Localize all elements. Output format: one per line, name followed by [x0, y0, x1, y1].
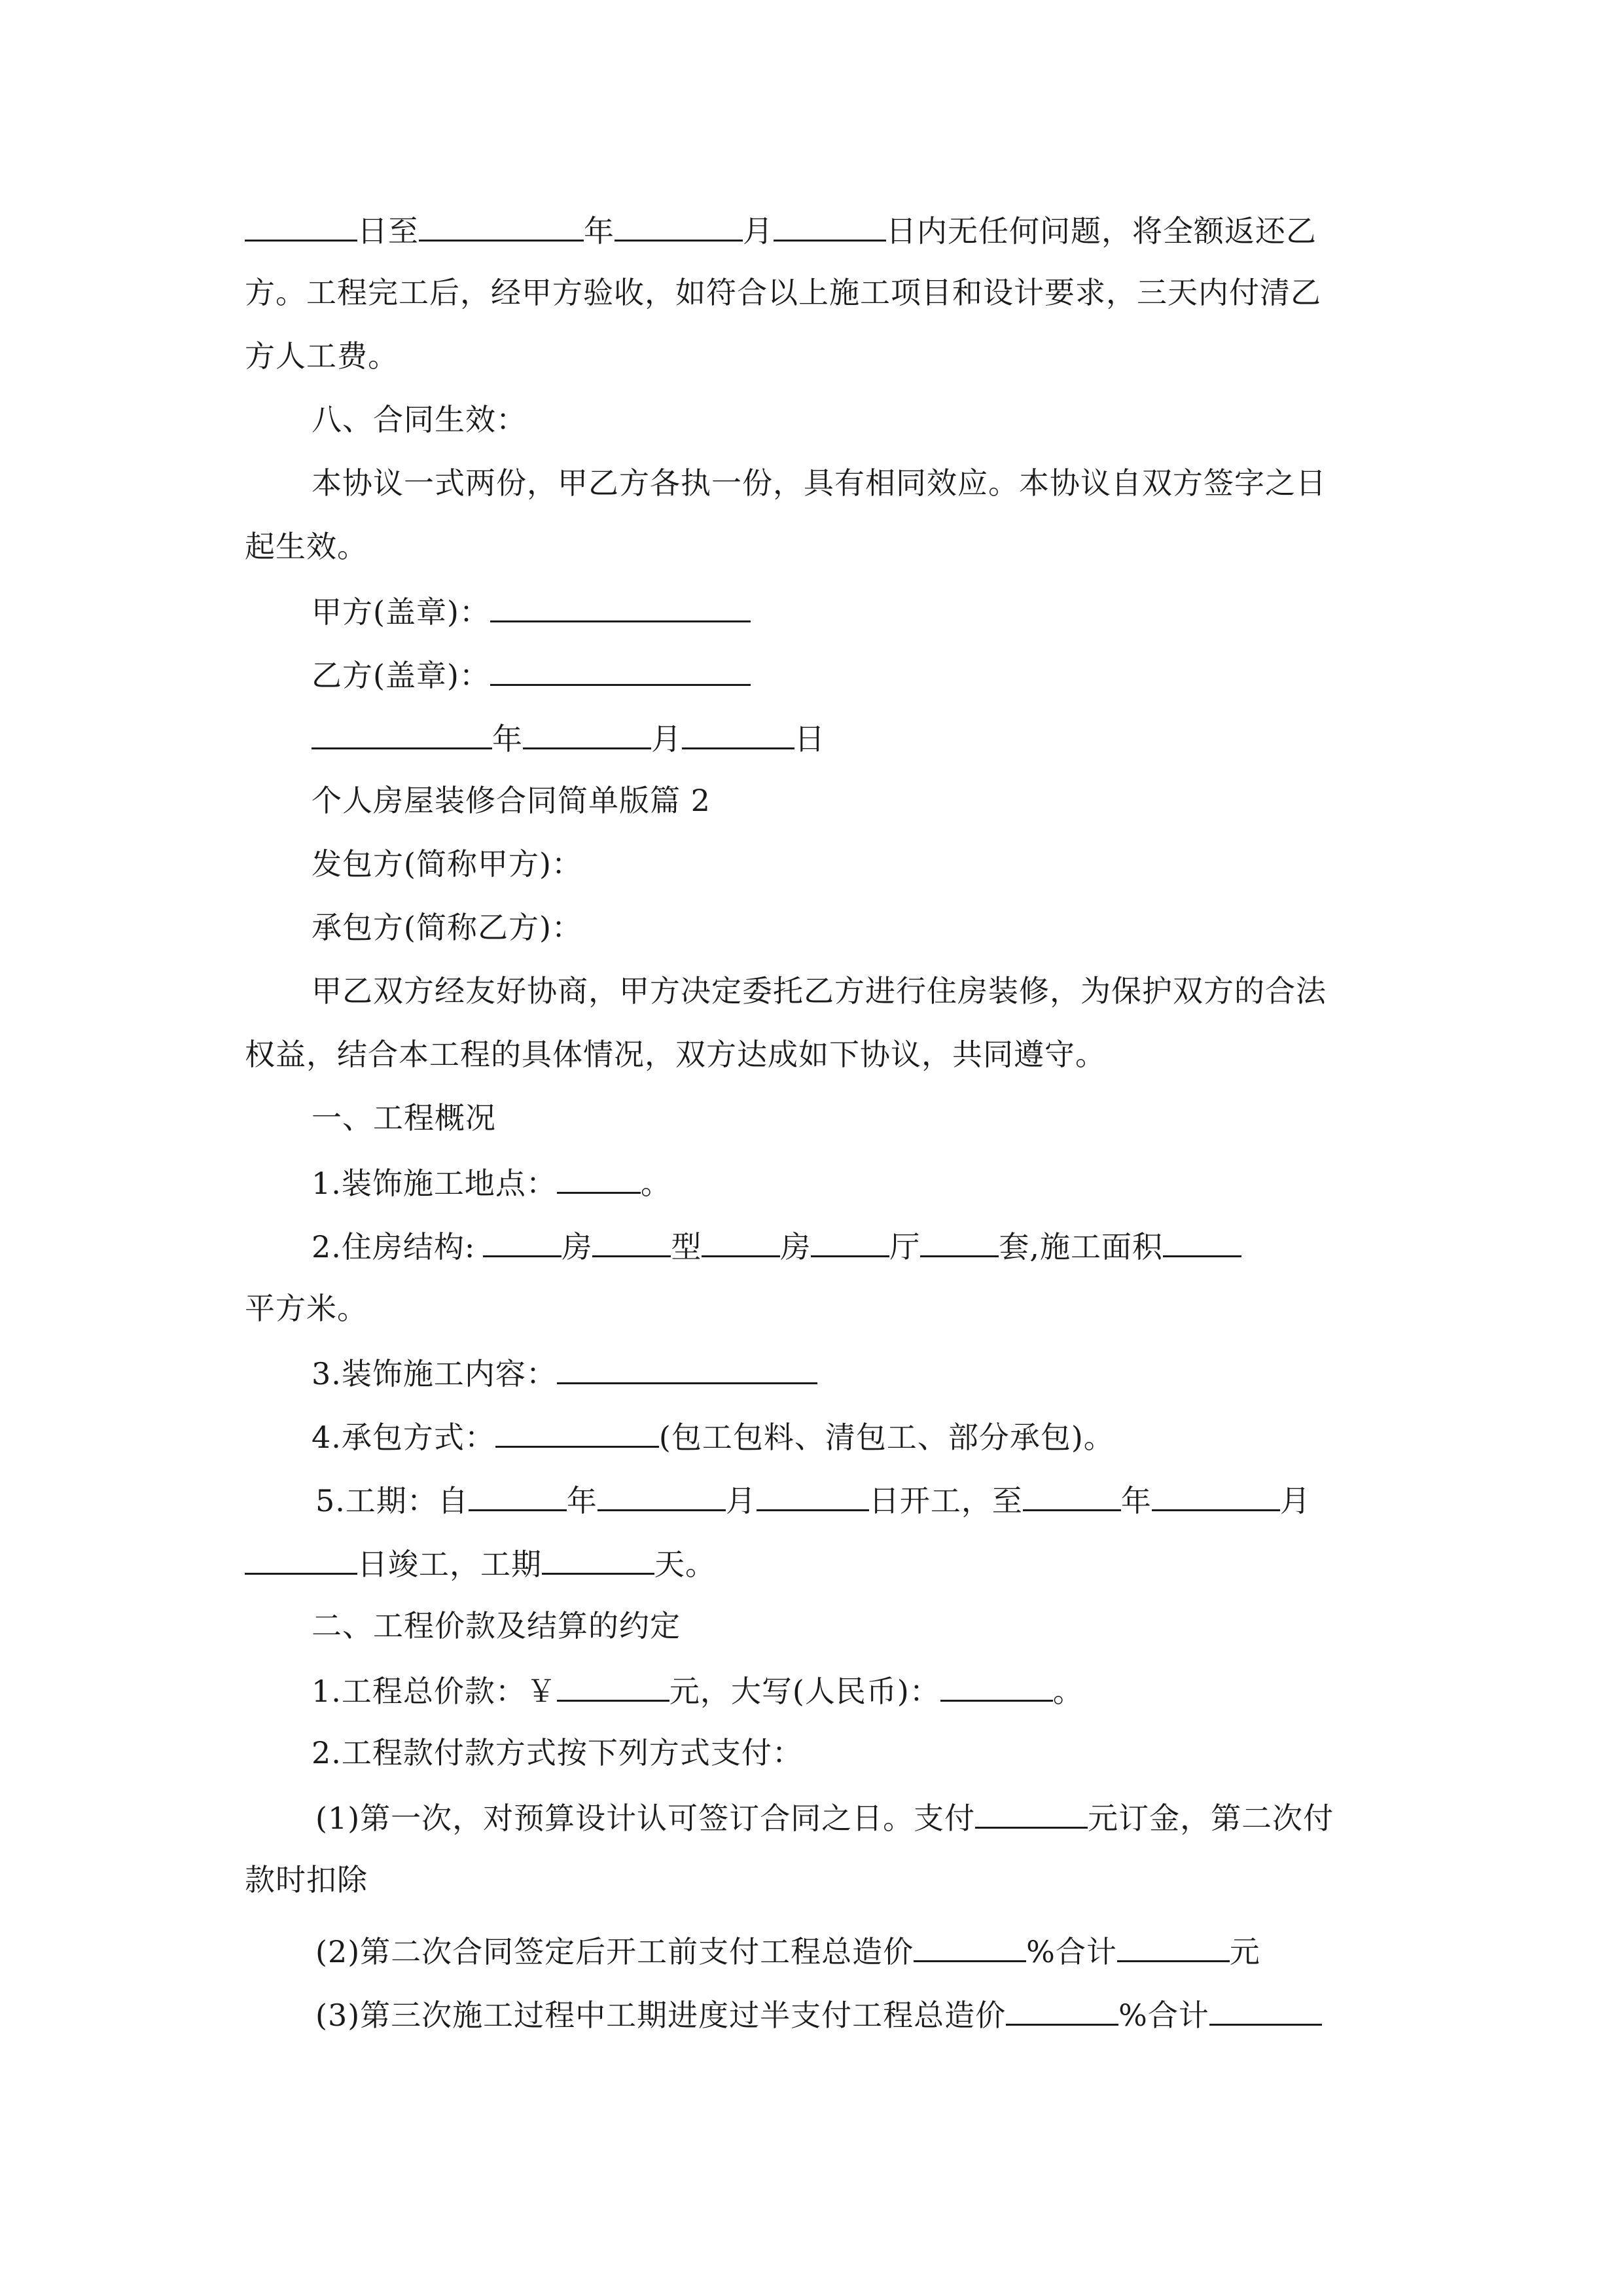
- text-span: 二、工程价款及结算的约定: [312, 1608, 681, 1643]
- blank-field: [975, 1797, 1088, 1829]
- blank-field: [682, 717, 794, 749]
- text-span: 房: [780, 1229, 812, 1265]
- text-span: 年: [1120, 1483, 1152, 1518]
- text-span: 元，大写(人民币)：: [669, 1674, 940, 1709]
- blank-field: [312, 717, 492, 749]
- text-line: [312, 1352, 817, 1391]
- article-title: [312, 781, 711, 820]
- text-line: [245, 1543, 716, 1582]
- text-span: 承包方(简称乙方)：: [312, 910, 582, 945]
- text-span: 月: [743, 213, 774, 249]
- blank-field: [557, 1162, 641, 1194]
- signature-blank: [490, 654, 751, 686]
- blank-field: [940, 1670, 1053, 1702]
- section-heading: [312, 1098, 496, 1138]
- text-span: 本协议一式两份，甲乙方各执一份，具有相同效应。本协议自双方签字之日: [312, 465, 1327, 501]
- text-line: [312, 1162, 671, 1201]
- text-span: 月: [725, 1483, 757, 1518]
- text-span: 发包方(简称甲方)：: [312, 846, 582, 882]
- text-span: 月: [1279, 1483, 1311, 1518]
- section-heading: [312, 400, 527, 439]
- blank-field: [245, 209, 357, 242]
- text-span: 甲方(盖章)：: [312, 594, 490, 630]
- text-span: 1.工程总价款：￥: [312, 1674, 557, 1709]
- text-span: 年: [584, 213, 615, 249]
- text-line: [312, 844, 582, 884]
- text-line: [245, 1035, 1106, 1074]
- blank-field: [597, 1479, 726, 1511]
- text-span: (1)第一次，对预算设计认可签订合同之日。支付: [315, 1801, 976, 1836]
- text-line: [312, 1416, 1115, 1455]
- text-span: 方。工程完工后，经甲方验收，如符合以上施工项目和设计要求，三天内付清乙: [245, 275, 1321, 310]
- blank-field: [914, 1930, 1026, 1962]
- text-span: 型: [671, 1229, 702, 1265]
- text-span: 日至: [357, 213, 419, 249]
- text-span: 甲乙双方经友好协商，甲方决定委托乙方进行住房装修，为保护双方的合法: [312, 973, 1327, 1009]
- text-line: [312, 1670, 1084, 1709]
- text-line: [312, 1225, 1241, 1265]
- blank-field: [774, 209, 886, 242]
- blank-field: [557, 1352, 817, 1384]
- text-span: 年: [566, 1483, 597, 1518]
- blank-field: [702, 1225, 780, 1257]
- blank-field: [811, 1225, 889, 1257]
- blank-field: [483, 1225, 562, 1257]
- blank-field: [757, 1479, 869, 1511]
- signature-line-party-a: [312, 590, 751, 630]
- blank-field: [419, 209, 584, 242]
- text-line: [312, 463, 1327, 503]
- text-line: [315, 1930, 1260, 1969]
- text-span: 厅: [889, 1229, 921, 1265]
- blank-field: [615, 209, 743, 242]
- text-line: [312, 971, 1327, 1011]
- signature-line-party-b: [312, 654, 751, 693]
- text-line: [315, 1479, 1311, 1518]
- text-span: 权益，结合本工程的具体情况，双方达成如下协议，共同遵守。: [245, 1037, 1106, 1072]
- text-span: 起生效。: [245, 529, 368, 564]
- blank-field: [592, 1225, 671, 1257]
- text-span: 个人房屋装修合同简单版篇 2: [312, 783, 711, 818]
- blank-field: [557, 1670, 669, 1702]
- text-span: 款时扣除: [245, 1862, 368, 1897]
- text-span: %合计: [1118, 1998, 1209, 2033]
- blank-field: [920, 1225, 999, 1257]
- text-line: [245, 336, 399, 376]
- text-line: [312, 1733, 803, 1772]
- text-line: [245, 1860, 368, 1899]
- text-span: (3)第三次施工过程中工期进度过半支付工程总造价: [315, 1998, 1007, 2033]
- text-span: 日内无任何问题，将全额返还乙: [886, 213, 1317, 249]
- text-line: [245, 1289, 368, 1328]
- text-span: 3.装饰施工内容：: [312, 1356, 557, 1391]
- text-span: 天。: [654, 1547, 716, 1582]
- date-line: [312, 717, 825, 757]
- blank-field: [542, 1543, 654, 1575]
- text-span: %合计: [1026, 1934, 1117, 1969]
- text-span: 一、工程概况: [312, 1100, 496, 1136]
- text-line: [315, 1994, 1322, 2033]
- section-heading: [312, 1606, 681, 1645]
- text-span: 元订金，第二次付: [1088, 1801, 1334, 1836]
- text-span: 2.工程款付款方式按下列方式支付：: [312, 1735, 803, 1770]
- text-span: 乙方(盖章)：: [312, 658, 490, 693]
- text-line: [312, 908, 582, 947]
- blank-field: [1163, 1225, 1241, 1257]
- text-span: 日开工，至: [868, 1483, 1023, 1518]
- blank-field: [495, 1416, 659, 1448]
- text-span: 月: [651, 721, 682, 757]
- blank-field: [523, 717, 651, 749]
- text-line: [315, 1797, 1334, 1836]
- text-span: 1.装饰施工地点：: [312, 1166, 557, 1201]
- text-span: 4.承包方式：: [312, 1420, 495, 1455]
- text-span: 元: [1229, 1934, 1260, 1969]
- text-span: 。: [1052, 1674, 1084, 1709]
- text-line: [245, 273, 1321, 312]
- text-span: 套,施工面积: [999, 1229, 1164, 1265]
- blank-field: [1006, 1994, 1118, 2026]
- text-span: 年: [492, 721, 523, 757]
- text-span: 。: [640, 1166, 671, 1201]
- text-span: 2.住房结构:: [312, 1229, 476, 1265]
- blank-field: [1209, 1994, 1322, 2026]
- signature-blank: [490, 590, 751, 622]
- blank-field: [1117, 1930, 1230, 1962]
- text-span: 5.工期：自: [315, 1483, 469, 1518]
- text-line: [245, 527, 368, 566]
- text-span: 八、合同生效：: [312, 402, 527, 437]
- blank-field: [1152, 1479, 1280, 1511]
- text-span: 平方米。: [245, 1291, 368, 1326]
- text-line: [245, 209, 1317, 249]
- blank-field: [245, 1543, 357, 1575]
- blank-field: [469, 1479, 567, 1511]
- text-span: (2)第二次合同签定后开工前支付工程总造价: [315, 1934, 914, 1969]
- text-span: 方人工费。: [245, 338, 399, 374]
- text-span: 日竣工，工期: [357, 1547, 542, 1582]
- blank-field: [1023, 1479, 1121, 1511]
- text-span: 日: [794, 721, 825, 757]
- text-span: (包工包料、清包工、部分承包)。: [658, 1420, 1115, 1455]
- text-span: 房: [562, 1229, 593, 1265]
